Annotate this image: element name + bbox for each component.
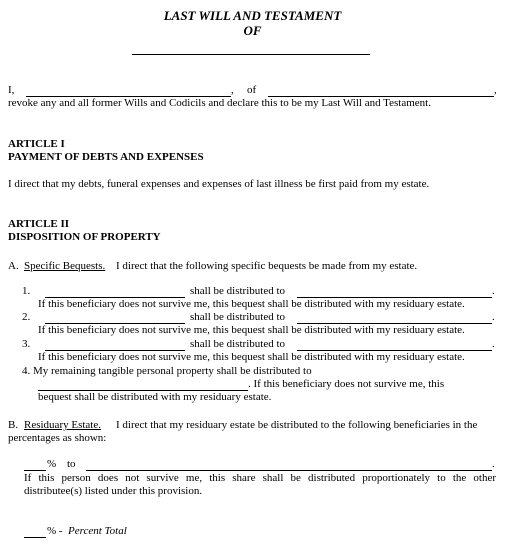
bequest-distributed-to: shall be distributed to (190, 285, 286, 297)
section-b-text: I direct that my residuary estate be distributed to the following beneficiaries in the (116, 419, 478, 431)
survival-clause-line-2: distributee(s) listed under this provision. (24, 485, 203, 497)
article-1-subheading: PAYMENT OF DEBTS AND EXPENSES (8, 151, 204, 163)
bequest-period: . (492, 285, 495, 297)
bequest-survival-note: If this beneficiary does not survive me, this bequest shall be distributed with my residuary estate. (38, 298, 465, 310)
article-1-text: I direct that my debts, funeral expenses and expenses of last illness be first paid from my estate. (8, 178, 430, 190)
percent-sign: % (47, 458, 57, 470)
percent-period: . (492, 458, 495, 470)
section-b-text-2: percentages as shown: (8, 432, 107, 444)
section-a-title: Specific Bequests. (24, 260, 106, 272)
bequest-distributed-to: shall be distributed to (190, 311, 286, 323)
section-b-prefix: B. (8, 419, 19, 431)
intro-of: of (247, 84, 257, 96)
intro-comma-2: , (494, 84, 497, 96)
document-title-of: OF (243, 23, 262, 38)
percent-total-sign: % - (47, 525, 63, 537)
percent-share-field[interactable] (24, 470, 46, 471)
bequest-survival-note: If this beneficiary does not survive me, this bequest shall be distributed with my residuary estate. (38, 351, 465, 363)
section-b-title: Residuary Estate. (24, 419, 101, 431)
intro-i: I, (8, 84, 15, 96)
residuary-beneficiary-field[interactable] (86, 470, 492, 471)
survival-clause-line-1: If this person does not survive me, this share shall be distributed proportionately to the other (24, 472, 496, 484)
document-title: LAST WILL AND TESTAMENT (163, 8, 342, 23)
percent-total-field[interactable] (24, 537, 46, 538)
bequest-number: 1. (22, 285, 31, 297)
tangible-property-line-2: . If this beneficiary does not survive me, this (248, 378, 445, 390)
article-2-subheading: DISPOSITION OF PROPERTY (8, 231, 161, 243)
section-a-text: I direct that the following specific bequests be made from my estate. (116, 260, 418, 272)
intro-comma: , (231, 84, 234, 96)
section-a-prefix: A. (8, 260, 19, 272)
bequest-survival-note: If this beneficiary does not survive me, this bequest shall be distributed with my residuary estate. (38, 324, 465, 336)
bequest-period: . (492, 311, 495, 323)
article-1-heading: ARTICLE I (8, 138, 65, 150)
revoke-clause: revoke any and all former Wills and Codicils and declare this to be my Last Will and Testament. (8, 97, 431, 109)
bequest-period: . (492, 338, 495, 350)
bequest-number: 2. (22, 311, 31, 323)
article-2-heading: ARTICLE II (8, 218, 70, 230)
bequest-distributed-to: shall be distributed to (190, 338, 286, 350)
percent-to: to (67, 458, 76, 470)
tangible-property-line-3: bequest shall be distributed with my residuary estate. (38, 391, 272, 403)
percent-total-label: Percent Total (68, 525, 127, 537)
testator-name-blank[interactable] (132, 54, 370, 55)
bequest-number: 3. (22, 338, 31, 350)
tangible-property-line-1: 4. My remaining tangible personal property shall be distributed to (22, 365, 312, 377)
